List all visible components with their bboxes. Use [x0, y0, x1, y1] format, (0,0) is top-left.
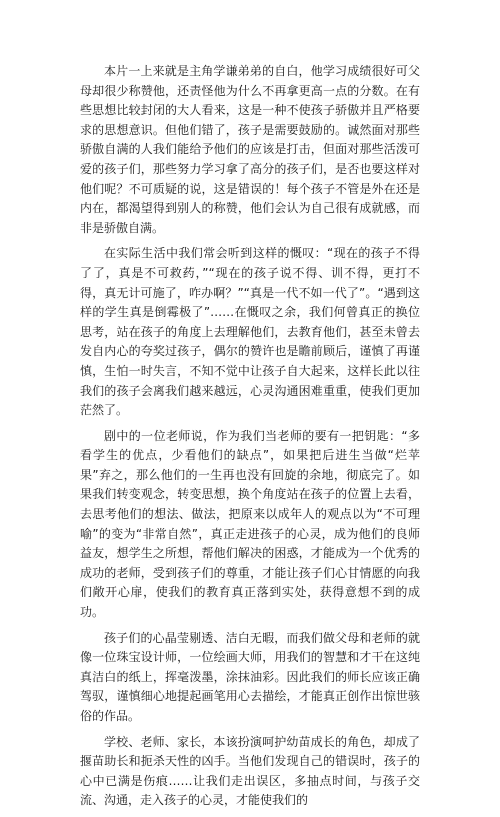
paragraph-2: 在实际生活中我们常会听到这样的慨叹：“现在的孩子不得了了，真是不可救药，”“现在的孩子说不得、训不得，更打不得，真无计可施了，咋办啊？”“真是一代不如一代了”。“遇到这样的学生真是倒霉极了”……在慨叹之余，我们何曾真正的换位思考，站在孩子的角度上去理解他们，去教育他们，甚至未曾去发自内心的夸奖过孩子，偶尔的赞许也是瞻前顾后，谨慎了再谨慎，生怕一时失言，不知不觉中让孩子自大起来，这样长此以往我们的孩子会离我们越来越远，心灵沟通困难重重，使我们更加茫然了。	[80, 246, 420, 418]
paragraph-5: 学校、老师、家长，本该扮演呵护幼苗成长的角色，却成了揠苗助长和扼杀天性的凶手。当他们发现自己的错误时，孩子的心中已满是伤痕……让我们走出误区，多抽点时间，与孩子交流、沟通，走入孩子的心灵，才能使我们的	[80, 734, 420, 808]
paragraph-4: 孩子们的心晶莹剔透、洁白无暇，而我们做父母和老师的就像一位珠宝设计师，一位绘画大师，用我们的智慧和才干在这纯真洁白的纸上，挥毫泼墨，涂抹油彩。因此我们的师长应该正确驾驭，谨慎细心地提起画笔用心去描绘，才能真正创作出惊世骇俗的作品。	[80, 630, 420, 723]
paragraph-3: 剧中的一位老师说，作为我们当老师的要有一把钥匙：“多看学生的优点，少看他们的缺点”，如果把后进生当做“烂苹果”弃之，那么他们的一生再也没有回旋的余地，彻底完了。如果我们转变观念，转变思想，换个角度站在孩子的位置上去看，去思考他们的想法、做法，把原来以成年人的观点以为“不可理喻”的变为“非常自然”，真正走进孩子的心灵，成为他们的良师益友，想学生之所想，帮他们解决的困惑，才能成为一个优秀的成功的老师，受到孩子们的尊重，才能让孩子们心甘情愿的向我们敞开心扉，使我们的教育真正落到实处，获得意想不到的成功。	[80, 428, 420, 620]
paragraph-1: 本片一上来就是主角学谦弟弟的自白，他学习成绩很好可父母却很少称赞他，还责怪他为什么不再拿更高一点的分数。在有些思想比较封闭的大人看来，这是一种不使孩子骄傲并且严格要求的思想意识。但他们错了，孩子是需要鼓励的。诚然面对那些骄傲自满的人我们能给予他们的应该是打击，但面对那些活泼可爱的孩子们，那些努力学习拿了高分的孩子们，是否也要这样对他们呢？不可质疑的说，这是错误的！每个孩子不管是外在还是内在，都渴望得到别人的称赞，他们会认为自己很有成就感，而非是骄傲自满。	[80, 64, 420, 235]
document-body	[80, 62, 420, 817]
